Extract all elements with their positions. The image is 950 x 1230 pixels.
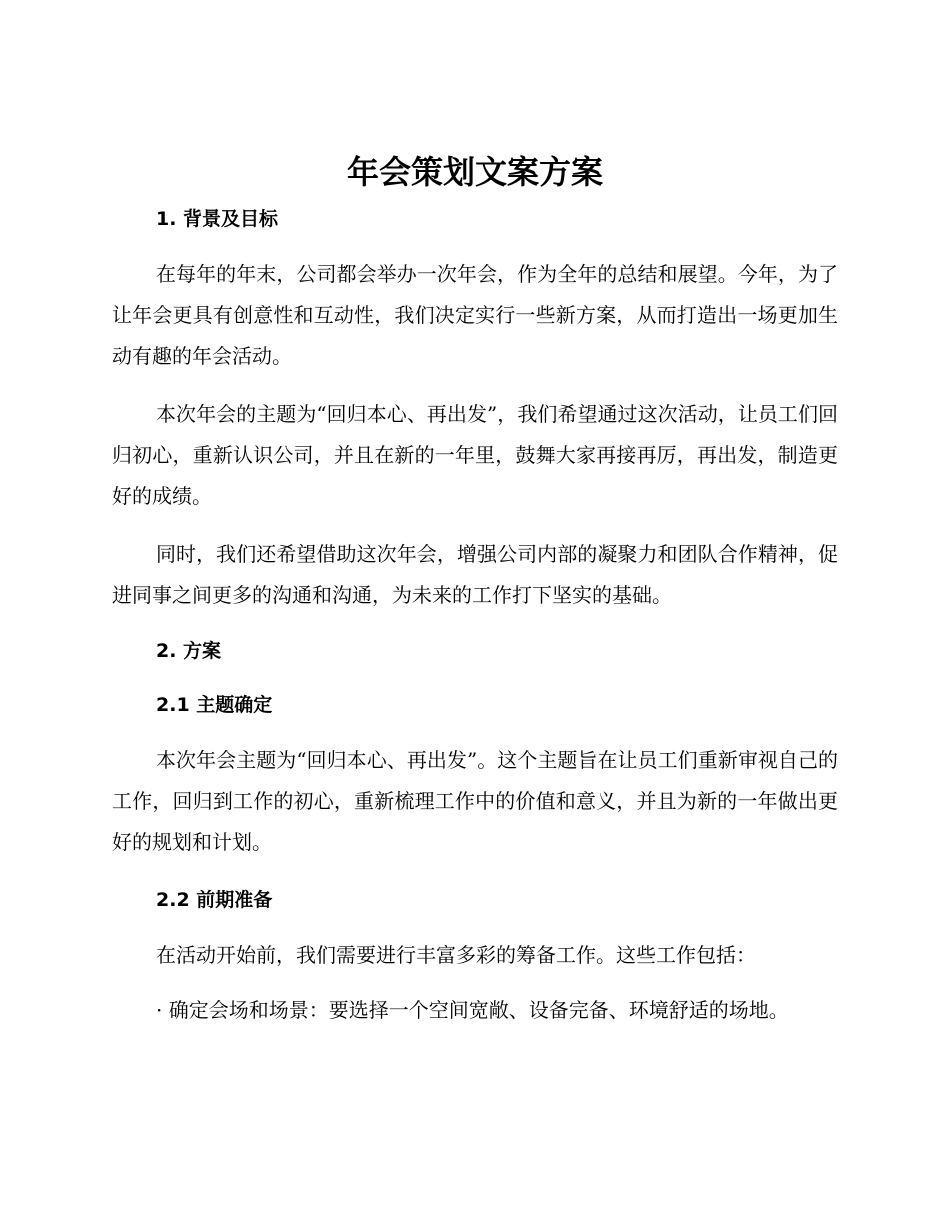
paragraph-preparation: 在活动开始前，我们需要进行丰富多彩的筹备工作。这些工作包括： <box>156 943 756 967</box>
section-heading-background: 1. 背景及目标 <box>156 208 279 230</box>
bullet-item-venue: · 确定会场和场景：要选择一个空间宽敞、设备完备、环境舒适的场地。 <box>156 998 789 1022</box>
subsection-heading-theme: 2.1 主题确定 <box>156 694 273 716</box>
paragraph-background-1: 在每年的年末，公司都会举办一次年会，作为全年的总结和展望。今年，为了让年会更具有创意性和互动性，我们决定实行一些新方案，从而打造出一场更加生动有趣的年会活动。 <box>112 262 838 368</box>
paragraph-background-3: 同时，我们还希望借助这次年会，增强公司内部的凝聚力和团队合作精神，促进同事之间更多的沟通和沟通，为未来的工作打下坚实的基础。 <box>112 542 838 607</box>
section-heading-plan: 2. 方案 <box>156 640 222 662</box>
paragraph-theme: 本次年会主题为“回归本心、再出发”。这个主题旨在让员工们重新审视自己的工作，回归到工作的初心，重新梳理工作中的价值和意义，并且为新的一年做出更好的规划和计划。 <box>112 748 838 854</box>
subsection-heading-preparation: 2.2 前期准备 <box>156 889 273 911</box>
document-title: 年会策划文案方案 <box>346 153 603 191</box>
paragraph-background-2: 本次年会的主题为“回归本心、再出发”，我们希望通过这次活动，让员工们回归初心，重新认识公司，并且在新的一年里，鼓舞大家再接再厉，再出发，制造更好的成绩。 <box>112 402 838 508</box>
